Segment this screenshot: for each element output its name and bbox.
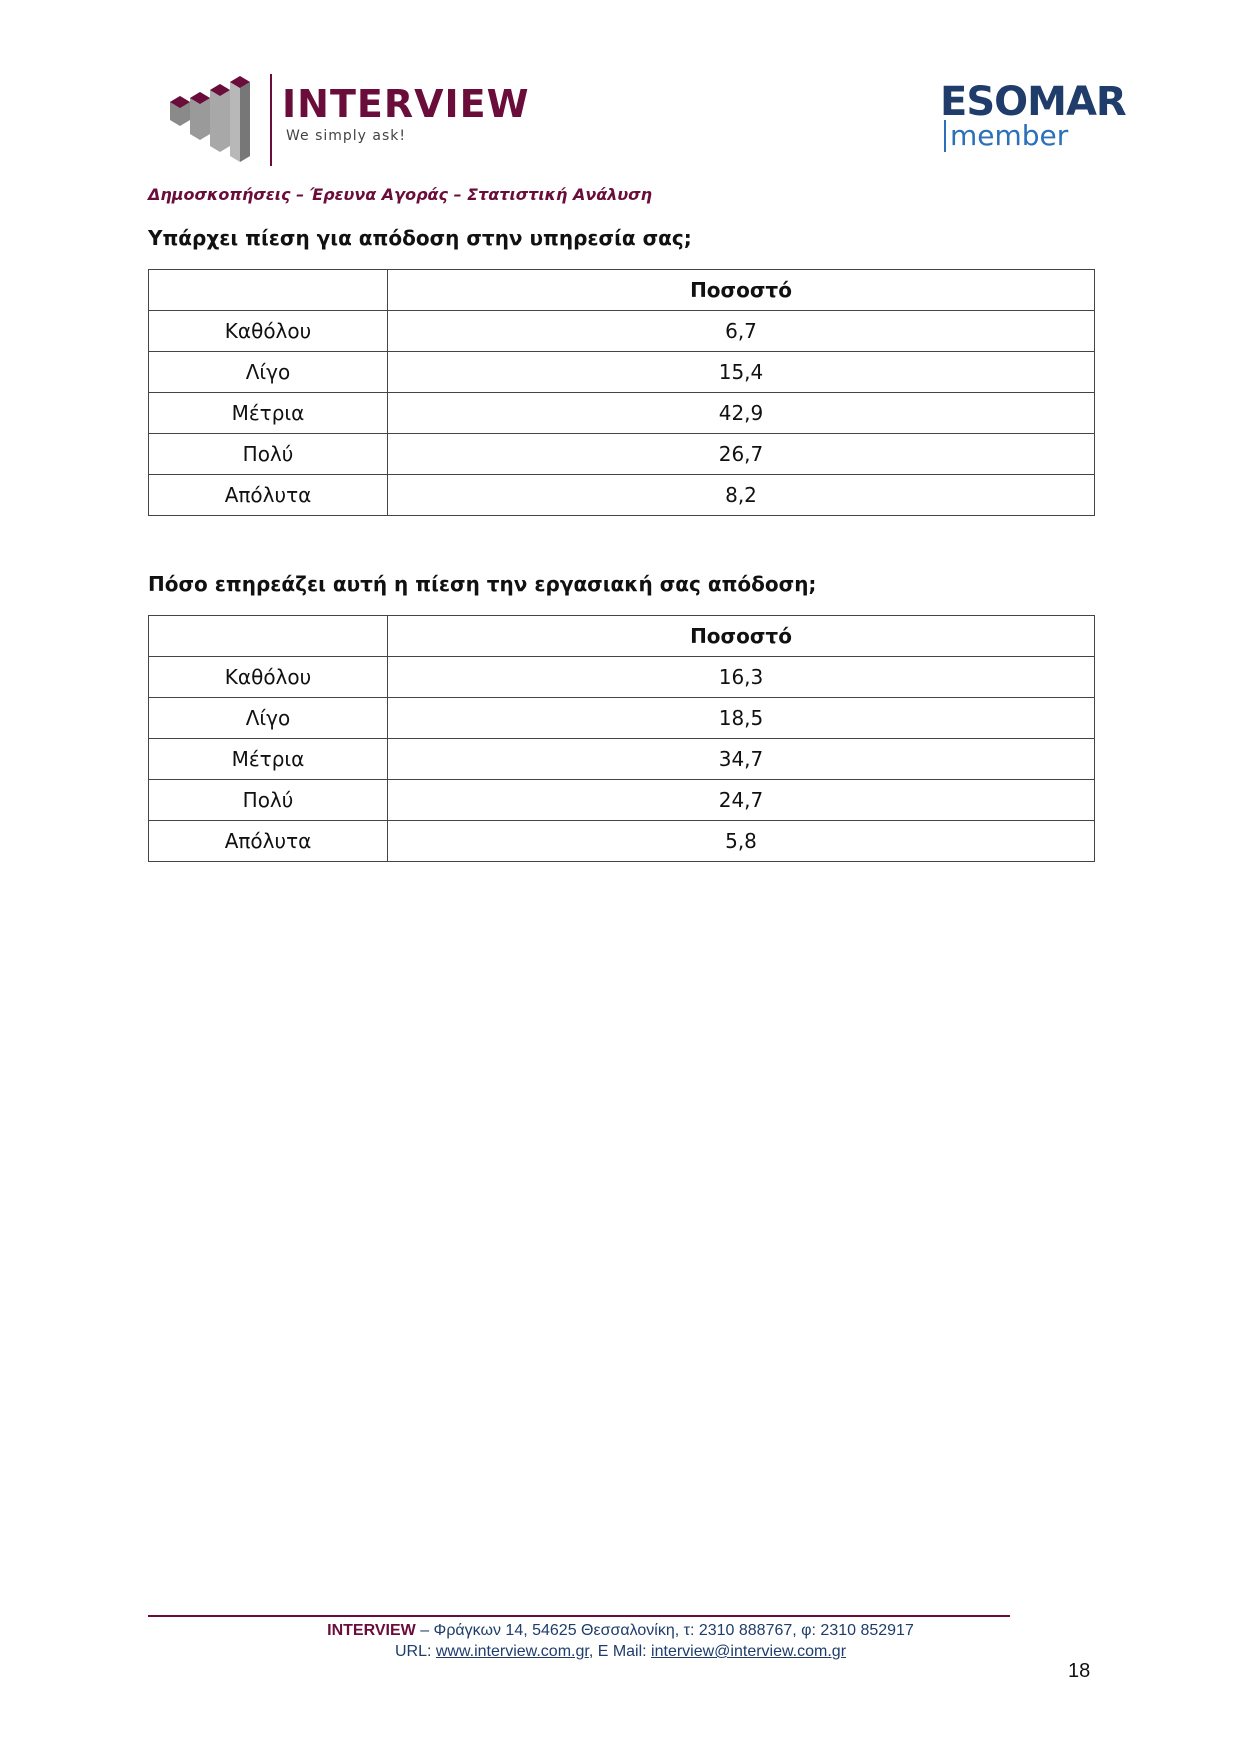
interview-logo-icon [170, 76, 262, 162]
table-row [149, 434, 1095, 475]
question-title-1: Υπάρχει πίεση για απόδοση στην υπηρεσία σας; [148, 226, 692, 250]
table-row [149, 780, 1095, 821]
table-row [149, 393, 1095, 434]
footer-address: – Φράγκων 14, 54625 Θεσσαλονίκη, τ: 2310 888767, φ: 2310 852917 [415, 1622, 914, 1639]
row-label: Πολύ [149, 434, 388, 475]
row-value: 24,7 [388, 780, 1095, 821]
table-row [149, 311, 1095, 352]
row-value: 16,3 [388, 657, 1095, 698]
results-table-1 [148, 269, 1095, 516]
table-header-row [149, 616, 1095, 657]
table-row [149, 739, 1095, 780]
row-label: Πολύ [149, 780, 388, 821]
row-label: Καθόλου [149, 657, 388, 698]
header-empty-cell [149, 270, 388, 311]
row-label: Μέτρια [149, 393, 388, 434]
page-number: 18 [1068, 1660, 1091, 1682]
footer-company: INTERVIEW [327, 1622, 416, 1639]
row-label: Καθόλου [149, 311, 388, 352]
row-value: 8,2 [388, 475, 1095, 516]
row-label: Μέτρια [149, 739, 388, 780]
table-row [149, 475, 1095, 516]
row-label: Απόλυτα [149, 821, 388, 862]
row-label: Λίγο [149, 698, 388, 739]
table-row [149, 821, 1095, 862]
row-value: 5,8 [388, 821, 1095, 862]
question-title-2: Πόσο επηρεάζει αυτή η πίεση την εργασιακή σας απόδοση; [148, 572, 817, 596]
document-subtitle: Δημοσκοπήσεις – Έρευνα Αγοράς – Στατιστική Ανάλυση [148, 185, 652, 204]
footer-contact-line [0, 1643, 1241, 1661]
esomar-logo-text: ESOMAR [940, 79, 1126, 125]
table-row [149, 352, 1095, 393]
header-percentage: Ποσοστό [388, 270, 1095, 311]
row-value: 18,5 [388, 698, 1095, 739]
row-value: 26,7 [388, 434, 1095, 475]
footer-mail-label: , E Mail: [588, 1643, 652, 1660]
footer-url-link[interactable]: www.interview.com.gr [435, 1643, 589, 1660]
row-value: 15,4 [388, 352, 1095, 393]
logo-name: INTERVIEW [282, 82, 530, 126]
esomar-member-text: member [944, 120, 1068, 152]
row-label: Απόλυτα [149, 475, 388, 516]
footer-divider [148, 1615, 1010, 1617]
footer-url-label: URL: [394, 1643, 436, 1660]
header-empty-cell [149, 616, 388, 657]
logo-tagline: We simply ask! [286, 128, 407, 144]
row-value: 34,7 [388, 739, 1095, 780]
header-percentage: Ποσοστό [388, 616, 1095, 657]
table-header-row [149, 270, 1095, 311]
row-value: 6,7 [388, 311, 1095, 352]
row-label: Λίγο [149, 352, 388, 393]
results-table-2 [148, 615, 1095, 862]
logo-divider [270, 74, 272, 166]
footer-address-line [0, 1622, 1241, 1640]
table-row [149, 698, 1095, 739]
table-row [149, 657, 1095, 698]
row-value: 42,9 [388, 393, 1095, 434]
footer-mail-link[interactable]: interview@interview.com.gr [651, 1643, 847, 1660]
